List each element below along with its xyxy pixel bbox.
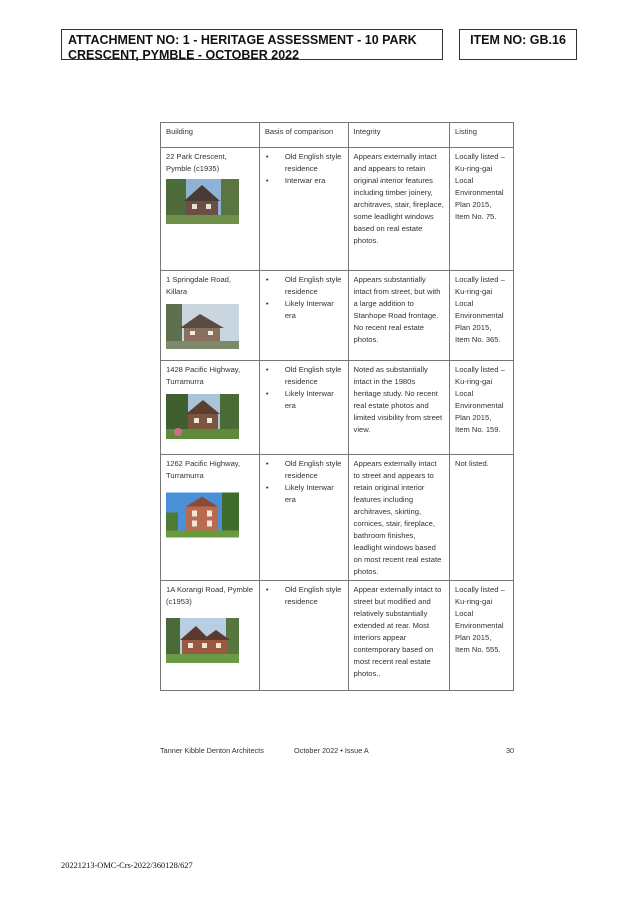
item-number: ITEM NO: GB.16 (459, 29, 577, 60)
house-photo (166, 613, 239, 668)
integrity-cell: Noted as substantially intact in the 1980s heritage study. No recent real estate photos and limited visibility from street view. (348, 361, 449, 455)
footer-date-issue: October 2022 • Issue A (294, 746, 369, 755)
header-listing: Listing (450, 123, 514, 148)
table-row (161, 581, 514, 691)
header-integrity: Integrity (348, 123, 449, 148)
basis-item: • Old English style residence (265, 274, 343, 298)
basis-cell (259, 361, 348, 455)
listing-cell: Locally listed – Ku-ring-gai Local Environmental Plan 2015, Item No. 555. (450, 581, 514, 691)
house-photo (166, 490, 239, 540)
building-cell (161, 581, 260, 691)
basis-item: • Likely Interwar era (265, 388, 343, 412)
integrity-cell: Appears substantially intact from street, but with a large addition to Stanhope Road frontage. No recent real estate photos. (348, 271, 449, 361)
basis-cell (259, 271, 348, 361)
house-photo (166, 179, 239, 224)
integrity-cell: Appears externally intact to street and appears to retain original interior features including architraves, skirting, cornices, stair, fireplace, bathroom finishes, leadlight windows based on most recent real estate photos. (348, 455, 449, 581)
integrity-cell: Appear externally intact to street but modified and relatively substantially extended at rear. Most interiors appear contemporary based on most recent real estate photos.. (348, 581, 449, 691)
basis-item: • Old English style residence (265, 151, 343, 175)
building-address: 1428 Pacific Highway, Turramurra (166, 365, 241, 386)
header-building: Building (161, 123, 260, 148)
comparison-table (160, 122, 514, 691)
table-row (161, 148, 514, 271)
building-cell (161, 361, 260, 455)
listing-cell: Locally listed – Ku-ring-gai Local Environmental Plan 2015, Item No. 75. (450, 148, 514, 271)
basis-item: • Likely Interwar era (265, 482, 343, 506)
listing-cell: Locally listed – Ku-ring-gai Local Environmental Plan 2015, Item No. 159. (450, 361, 514, 455)
table-row (161, 271, 514, 361)
building-cell (161, 455, 260, 581)
basis-item: • Old English style residence (265, 584, 343, 608)
house-photo (166, 394, 239, 439)
table-header-row (161, 123, 514, 148)
attachment-title: ATTACHMENT NO: 1 - HERITAGE ASSESSMENT - 10 PARK CRESCENT, PYMBLE - OCTOBER 2022 (61, 29, 443, 60)
table-row (161, 361, 514, 455)
header-basis: Basis of comparison (259, 123, 348, 148)
listing-cell: Not listed. (450, 455, 514, 581)
listing-cell: Locally listed – Ku-ring-gai Local Environmental Plan 2015, Item No. 365. (450, 271, 514, 361)
basis-cell (259, 455, 348, 581)
basis-cell (259, 148, 348, 271)
house-photo (166, 304, 239, 349)
footer-firm: Tanner Kibble Denton Architects (160, 746, 264, 755)
basis-item: • Likely Interwar era (265, 298, 343, 322)
basis-cell (259, 581, 348, 691)
building-address: 1262 Pacific Highway, Turramurra (166, 459, 241, 480)
building-cell (161, 148, 260, 271)
building-address: 1 Springdale Road, Killara (166, 275, 232, 296)
integrity-cell: Appears externally intact and appears to retain original interior features including timber joinery, architraves, stair, fireplace, some leadlight windows based on real estate photos. (348, 148, 449, 271)
basis-item: • Old English style residence (265, 364, 343, 388)
footer-page-number: 30 (506, 746, 515, 755)
basis-item: • Interwar era (265, 175, 343, 187)
basis-item: • Old English style residence (265, 458, 343, 482)
building-address: 22 Park Crescent, Pymble (c1935) (166, 152, 227, 173)
document-reference: 20221213-OMC-Crs-2022/360128/627 (61, 861, 193, 870)
building-address: 1A Korangi Road, Pymble (c1953) (166, 585, 253, 606)
building-cell (161, 271, 260, 361)
table-row (161, 455, 514, 581)
